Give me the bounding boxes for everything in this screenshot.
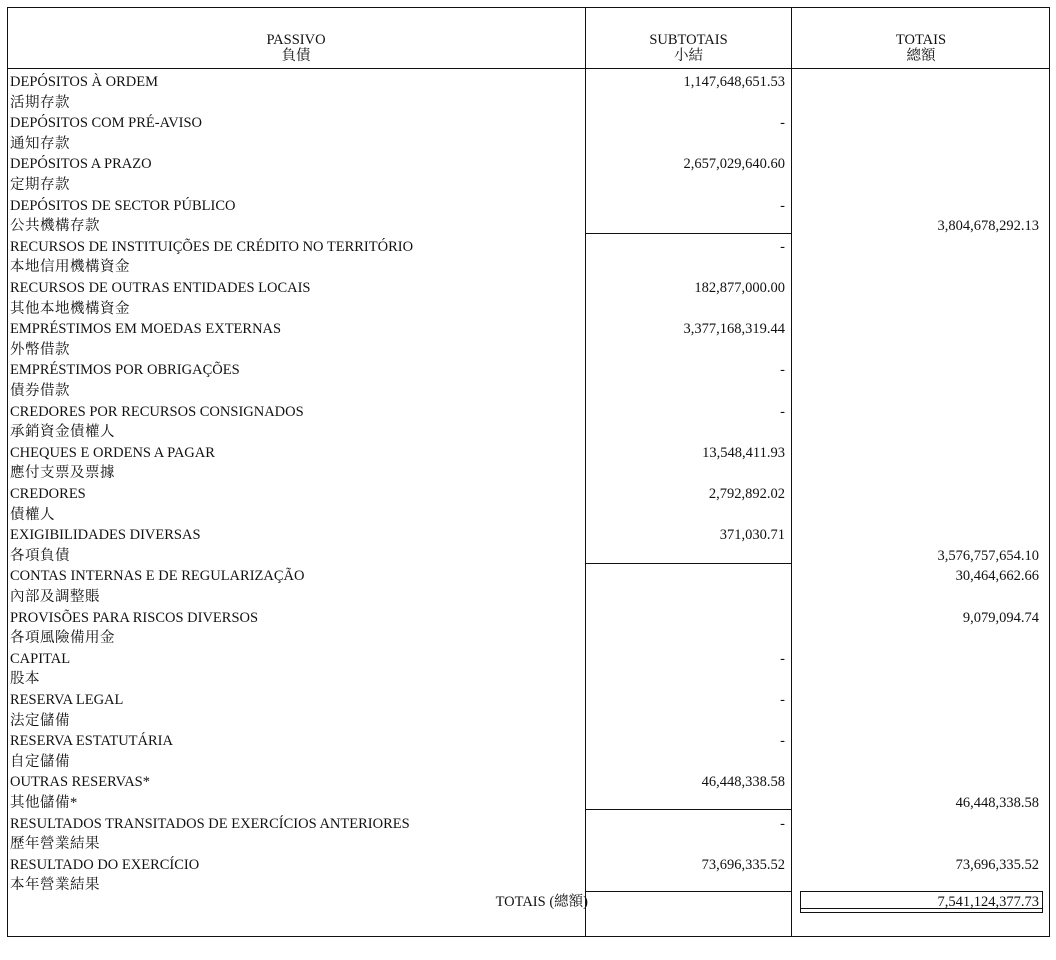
row-label: 自定儲備: [10, 754, 70, 770]
header-passivo-pt: PASSIVO: [266, 32, 326, 48]
header-rule: [7, 68, 1050, 69]
row-label: CONTAS INTERNAS E DE REGULARIZAÇÃO: [10, 568, 305, 584]
row-label: 歷年營業結果: [10, 836, 100, 852]
row-label: 外幣借款: [10, 342, 70, 358]
header-subtotais: [586, 32, 791, 64]
row-label: 法定儲備: [10, 713, 70, 729]
row-label: EMPRÉSTIMOS POR OBRIGAÇÕES: [10, 362, 240, 378]
row-subtotal: -: [780, 692, 785, 708]
header-subtotais-zh: 小結: [674, 48, 703, 64]
row-label: CAPITAL: [10, 651, 71, 667]
row-label: OUTRAS RESERVAS*: [10, 774, 150, 790]
row-subtotal: -: [780, 651, 785, 667]
subtotal-group-line-1: [585, 69, 586, 234]
row-label: 債券借款: [10, 383, 70, 399]
subtotal-group-line-3: [585, 563, 586, 810]
row-label: CHEQUES E ORDENS A PAGAR: [10, 445, 215, 461]
subtotal-group-line-2: [585, 233, 586, 564]
row-label: 本地信用機構資金: [10, 259, 130, 275]
row-label: 活期存款: [10, 95, 70, 111]
header-passivo-zh: 負債: [281, 48, 311, 64]
header-totais: [792, 32, 1050, 64]
row-label: 應付支票及票據: [10, 465, 115, 481]
totals-value: 7,541,124,377.73: [937, 894, 1039, 910]
row-subtotal: -: [780, 404, 785, 420]
row-label: RESERVA ESTATUTÁRIA: [10, 733, 173, 749]
row-label: CREDORES POR RECURSOS CONSIGNADOS: [10, 404, 304, 420]
row-subtotal: -: [780, 816, 785, 832]
row-label: RESULTADOS TRANSITADOS DE EXERCÍCIOS ANTERIORES: [10, 816, 410, 832]
row-subtotal: 46,448,338.58: [701, 774, 785, 790]
row-subtotal: 1,147,648,651.53: [683, 74, 785, 90]
row-label: RESULTADO DO EXERCÍCIO: [10, 857, 200, 873]
totals-box-right: [1042, 891, 1043, 913]
row-subtotal: -: [780, 198, 785, 214]
row-label: RECURSOS DE OUTRAS ENTIDADES LOCAIS: [10, 280, 311, 296]
row-label: 各項負債: [10, 548, 70, 564]
row-label: 內部及調整賬: [10, 589, 100, 605]
row-subtotal: -: [780, 362, 785, 378]
row-subtotal: 3,377,168,319.44: [683, 321, 785, 337]
row-label: 定期存款: [10, 177, 70, 193]
row-label: DEPÓSITOS A PRAZO: [10, 156, 152, 172]
row-label: EMPRÉSTIMOS EM MOEDAS EXTERNAS: [10, 321, 282, 337]
subtotal-group-rule-3: [585, 809, 792, 810]
row-subtotal: -: [780, 733, 785, 749]
row-subtotal: 2,792,892.02: [708, 486, 785, 502]
row-label: RESERVA LEGAL: [10, 692, 124, 708]
subtotal-group-rule-1: [585, 233, 792, 234]
row-label: DEPÓSITOS DE SECTOR PÚBLICO: [10, 198, 236, 214]
row-label: PROVISÕES PARA RISCOS DIVERSOS: [10, 610, 259, 626]
row-subtotal: 2,657,029,640.60: [683, 156, 785, 172]
totals-rule-double-2: [800, 912, 1043, 913]
totals-label: TOTAIS (總額): [495, 894, 588, 910]
row-subtotal: 13,548,411.93: [702, 445, 785, 461]
totals-rule-top-sub: [585, 891, 792, 892]
header-totais-pt: TOTAIS: [895, 32, 947, 48]
row-label: 各項風險備用金: [10, 630, 115, 646]
header-passivo: [7, 32, 585, 64]
row-label: CREDORES: [10, 486, 86, 502]
row-label: EXIGIBILIDADES DIVERSAS: [10, 527, 201, 543]
row-label: DEPÓSITOS À ORDEM: [10, 74, 158, 90]
row-subtotal: -: [780, 239, 785, 255]
row-total: 3,576,757,654.10: [937, 548, 1039, 564]
row-total: 73,696,335.52: [955, 857, 1039, 873]
subtotal-group-rule-2: [585, 563, 792, 564]
row-label: 股本: [10, 671, 40, 687]
row-label: 其他儲備*: [10, 795, 78, 811]
row-label: 公共機構存款: [10, 218, 100, 234]
row-subtotal: 73,696,335.52: [701, 857, 785, 873]
row-label: 承銷資金債權人: [10, 424, 115, 440]
row-total: 9,079,094.74: [962, 610, 1039, 626]
row-label: RECURSOS DE INSTITUIÇÕES DE CRÉDITO NO TERRITÓRIO: [10, 239, 414, 255]
row-label: DEPÓSITOS COM PRÉ-AVISO: [10, 115, 203, 131]
header-totais-zh: 總額: [906, 48, 936, 64]
row-total: 3,804,678,292.13: [937, 218, 1039, 234]
row-subtotal: 182,877,000.00: [694, 280, 785, 296]
row-subtotal: -: [780, 115, 785, 131]
row-label: 其他本地機構資金: [10, 301, 130, 317]
row-label: 本年營業結果: [10, 877, 100, 893]
row-subtotal: 371,030.71: [719, 527, 785, 543]
row-total: 46,448,338.58: [955, 795, 1039, 811]
row-label: 債權人: [10, 507, 55, 523]
row-total: 30,464,662.66: [955, 568, 1039, 584]
header-subtotais-pt: SUBTOTAIS: [649, 32, 728, 48]
row-label: 通知存款: [10, 136, 70, 152]
subtotal-group-line-4: [585, 809, 586, 937]
